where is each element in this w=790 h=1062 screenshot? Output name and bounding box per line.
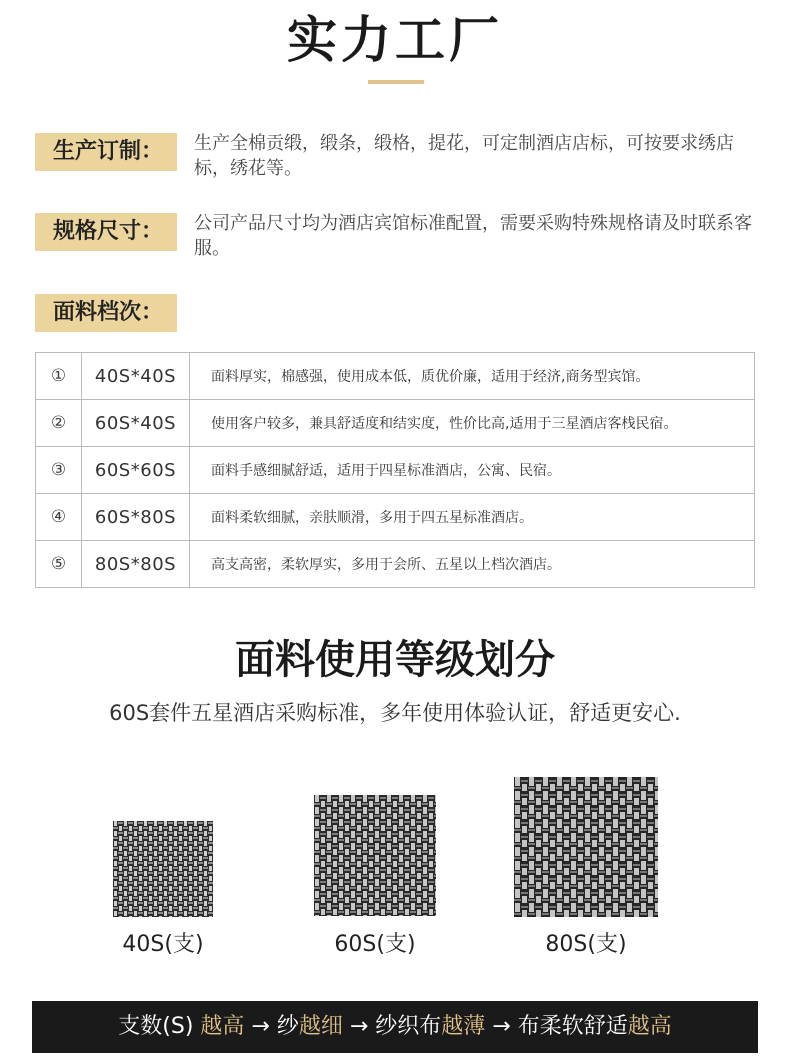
row-spec: 40S*40S xyxy=(82,353,190,400)
spec-label: 规格尺寸： xyxy=(35,213,177,251)
footer-highlight-4: 越高 xyxy=(627,1014,672,1039)
row-number: ⑤ xyxy=(36,541,82,588)
custom-description: 生产全棉贡缎，缎条，缎格，提花，可定制酒店店标，可按要求绣店标，绣花等。 xyxy=(194,133,734,179)
page-title: 实力工厂 xyxy=(287,11,503,69)
footer-text-3: → 纱织布 xyxy=(342,1014,442,1039)
row-number: ① xyxy=(36,353,82,400)
weave-label-80s: 80S(支) xyxy=(545,932,627,957)
footer-highlight-2: 越细 xyxy=(298,1014,343,1039)
row-description: 面料厚实，棉感强，使用成本低，质优价廉，适用于经济,商务型宾馆。 xyxy=(190,353,755,400)
row-description: 高支高密，柔软厚实，多用于会所、五星以上档次酒店。 xyxy=(190,541,755,588)
weave-label-60s: 60S(支) xyxy=(334,932,416,957)
fabric-label: 面料档次： xyxy=(35,294,177,332)
table-row xyxy=(36,541,755,588)
weave-swatch-40s xyxy=(113,821,213,917)
table-row xyxy=(36,494,755,541)
row-spec: 60S*40S xyxy=(82,400,190,447)
table-row xyxy=(36,400,755,447)
custom-label: 生产订制： xyxy=(35,133,177,171)
title-underline xyxy=(368,80,424,84)
footer-highlight-1: 越高 xyxy=(200,1014,245,1039)
row-number: ③ xyxy=(36,447,82,494)
row-spec: 60S*80S xyxy=(82,494,190,541)
footer-banner xyxy=(32,1001,758,1053)
row-spec: 60S*60S xyxy=(82,447,190,494)
row-number: ② xyxy=(36,400,82,447)
row-description: 面料柔软细腻，亲肤顺滑，多用于四五星标准酒店。 xyxy=(190,494,755,541)
grade-section-subtitle: 60S套件五星酒店采购标准，多年使用体验认证，舒适更安心. xyxy=(109,701,681,725)
grade-section-title: 面料使用等级划分 xyxy=(235,637,555,683)
table-row xyxy=(36,447,755,494)
spec-description: 公司产品尺寸均为酒店宾馆标准配置，需要采购特殊规格请及时联系客服。 xyxy=(194,213,752,259)
table-row xyxy=(36,353,755,400)
row-spec: 80S*80S xyxy=(82,541,190,588)
footer-text-2: → 纱 xyxy=(244,1014,299,1039)
weave-label-40s: 40S(支) xyxy=(122,932,204,957)
footer-text-4: → 布柔软舒适 xyxy=(485,1014,628,1039)
weave-swatch-80s xyxy=(514,777,658,917)
footer-text-1: 支数(S) xyxy=(118,1014,201,1039)
row-description: 使用客户较多，兼具舒适度和结实度，性价比高,适用于三星酒店客栈民宿。 xyxy=(190,400,755,447)
footer-highlight-3: 越薄 xyxy=(441,1014,486,1039)
row-number: ④ xyxy=(36,494,82,541)
weave-swatch-60s xyxy=(314,795,436,916)
row-description: 面料手感细腻舒适，适用于四星标准酒店，公寓、民宿。 xyxy=(190,447,755,494)
fabric-grade-table xyxy=(35,352,755,588)
